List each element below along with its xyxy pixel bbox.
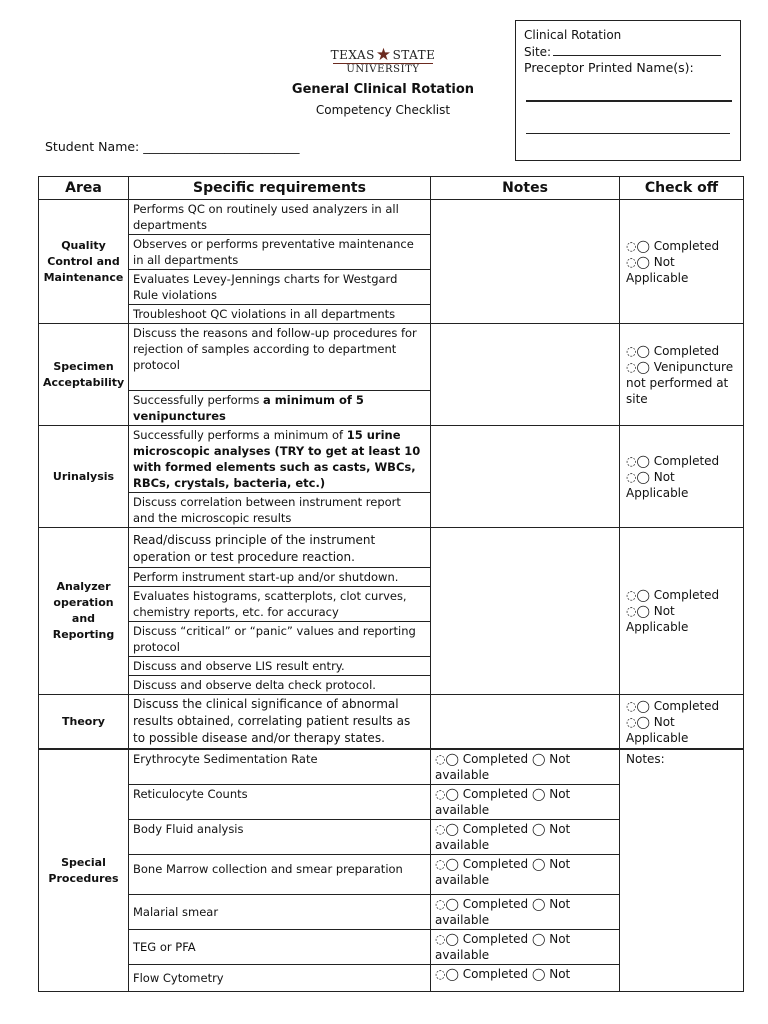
requirement-cell: Discuss and observe delta check protocol. bbox=[129, 676, 431, 695]
requirement-cell: Evaluates Levey-Jennings charts for Westgard Rule violations bbox=[129, 270, 431, 305]
procedure-name: Bone Marrow collection and smear preparation bbox=[129, 855, 431, 895]
checkoff-cell bbox=[620, 324, 744, 426]
procedure-name: TEG or PFA bbox=[129, 930, 431, 965]
logo-wordmark bbox=[300, 45, 466, 65]
site-label: Clinical Rotation bbox=[524, 28, 622, 42]
area-analyzer: Analyzer operation and Reporting bbox=[39, 528, 129, 695]
site-line[interactable] bbox=[553, 43, 721, 56]
logo-state: STATE bbox=[392, 48, 436, 62]
procedure-name: Malarial smear bbox=[129, 895, 431, 930]
completed-radio[interactable]: ◌◯ Completed bbox=[626, 343, 720, 358]
checkoff-cell bbox=[620, 200, 744, 324]
procedure-options[interactable]: ◌◯ Completed ◯ Not available bbox=[431, 785, 620, 820]
competency-table bbox=[38, 176, 744, 992]
preceptor-line-2[interactable] bbox=[526, 133, 730, 134]
area-urinalysis: Urinalysis bbox=[39, 426, 129, 528]
notes-cell[interactable] bbox=[431, 324, 620, 426]
venipuncture-not-performed-radio[interactable]: ◌◯ Venipuncture not performed at site bbox=[626, 359, 734, 406]
requirement-cell: Discuss and observe LIS result entry. bbox=[129, 657, 431, 676]
requirement-cell: Performs QC on routinely used analyzers in all departments bbox=[129, 200, 431, 235]
requirement-cell: Observes or performs preventative maintenance in all departments bbox=[129, 235, 431, 270]
special-notes-label: Notes: bbox=[626, 752, 665, 766]
notes-cell[interactable] bbox=[431, 426, 620, 528]
requirement-cell: Discuss the clinical significance of abnormal results obtained, correlating patient results as to possible disease and/or therapy states. bbox=[129, 695, 431, 750]
requirement-cell: Successfully performs a minimum of 15 urine microscopic analyses (TRY to get at least 10 with formed elements such as casts, WBCs, RBCs, crystals, bacteria, etc.) bbox=[129, 426, 431, 493]
not-applicable-radio[interactable]: ◌◯ Not Applicable bbox=[626, 254, 689, 285]
procedure-name: Flow Cytometry bbox=[129, 965, 431, 992]
requirement-cell: Read/discuss principle of the instrument operation or test procedure reaction. bbox=[129, 528, 431, 568]
special-notes-cell[interactable] bbox=[620, 749, 744, 992]
table-row bbox=[39, 749, 744, 785]
procedure-options[interactable]: ◌◯ Completed ◯ Not available bbox=[431, 855, 620, 895]
requirement-cell: Troubleshoot QC violations in all departments bbox=[129, 305, 431, 324]
header-checkoff: Check off bbox=[620, 177, 744, 200]
completed-radio[interactable]: ◌◯ Completed bbox=[626, 238, 720, 253]
header-requirements: Specific requirements bbox=[129, 177, 431, 200]
table-row bbox=[39, 528, 744, 568]
university-logo bbox=[300, 45, 466, 75]
logo-university: UNIVERSITY bbox=[346, 64, 420, 75]
requirement-cell: Discuss the reasons and follow-up procedures for rejection of samples according to department protocol bbox=[129, 324, 431, 391]
notes-cell[interactable] bbox=[431, 528, 620, 695]
page-title: General Clinical Rotation bbox=[291, 82, 475, 97]
completed-radio[interactable]: ◌◯ Completed bbox=[626, 453, 720, 468]
clinical-site-box bbox=[515, 20, 741, 161]
area-special-procedures: Special Procedures bbox=[39, 749, 129, 992]
procedure-options[interactable]: ◌◯ Completed ◯ Not bbox=[431, 965, 620, 992]
site-field[interactable]: Site: bbox=[524, 43, 732, 60]
checkoff-cell bbox=[620, 426, 744, 528]
not-applicable-radio[interactable]: ◌◯ Not Applicable bbox=[626, 469, 689, 500]
logo-texas: TEXAS bbox=[330, 48, 375, 62]
star-icon: ★ bbox=[375, 45, 392, 65]
table-header-row bbox=[39, 177, 744, 200]
requirement-cell: Perform instrument start-up and/or shutdown. bbox=[129, 568, 431, 587]
requirement-cell: Evaluates histograms, scatterplots, clot curves, chemistry reports, etc. for accuracy bbox=[129, 587, 431, 622]
procedure-options[interactable]: ◌◯ Completed ◯ Not available bbox=[431, 820, 620, 855]
table-row bbox=[39, 324, 744, 391]
header-notes: Notes bbox=[431, 177, 620, 200]
table-row bbox=[39, 695, 744, 750]
completed-radio[interactable]: ◌◯ Completed bbox=[626, 698, 720, 713]
procedure-name: Body Fluid analysis bbox=[129, 820, 431, 855]
area-theory: Theory bbox=[39, 695, 129, 750]
completed-radio[interactable]: ◌◯ Completed bbox=[626, 588, 720, 602]
student-name-field[interactable]: Student Name: _________________________ bbox=[45, 139, 300, 154]
table-row bbox=[39, 200, 744, 235]
procedure-name: Erythrocyte Sedimentation Rate bbox=[129, 749, 431, 785]
preceptor-label: Preceptor Printed Name(s): bbox=[524, 60, 694, 75]
requirement-cell: Discuss “critical” or “panic” values and reporting protocol bbox=[129, 622, 431, 657]
procedure-options[interactable]: ◌◯ Completed ◯ Not available bbox=[431, 749, 620, 785]
notes-cell[interactable] bbox=[431, 200, 620, 324]
requirement-cell: Discuss correlation between instrument report and the microscopic results bbox=[129, 493, 431, 528]
area-quality-control: Quality Control and Maintenance bbox=[39, 200, 129, 324]
procedure-name: Reticulocyte Counts bbox=[129, 785, 431, 820]
procedure-options[interactable]: ◌◯ Completed ◯ Not available bbox=[431, 895, 620, 930]
notes-cell[interactable] bbox=[431, 695, 620, 750]
not-applicable-radio[interactable]: ◌◯ Not Applicable bbox=[626, 714, 689, 745]
preceptor-line-1[interactable] bbox=[526, 100, 732, 102]
procedure-options[interactable]: ◌◯ Completed ◯ Not available bbox=[431, 930, 620, 965]
not-applicable-radio[interactable]: ◌◯ Not Applicable bbox=[626, 604, 689, 634]
page-subtitle: Competency Checklist bbox=[315, 103, 451, 117]
checkoff-cell bbox=[620, 695, 744, 750]
header-area: Area bbox=[39, 177, 129, 200]
checkoff-cell bbox=[620, 528, 744, 695]
table-row bbox=[39, 426, 744, 493]
area-specimen: Specimen Acceptability bbox=[39, 324, 129, 426]
requirement-cell: Successfully performs a minimum of 5 venipunctures bbox=[129, 391, 431, 426]
